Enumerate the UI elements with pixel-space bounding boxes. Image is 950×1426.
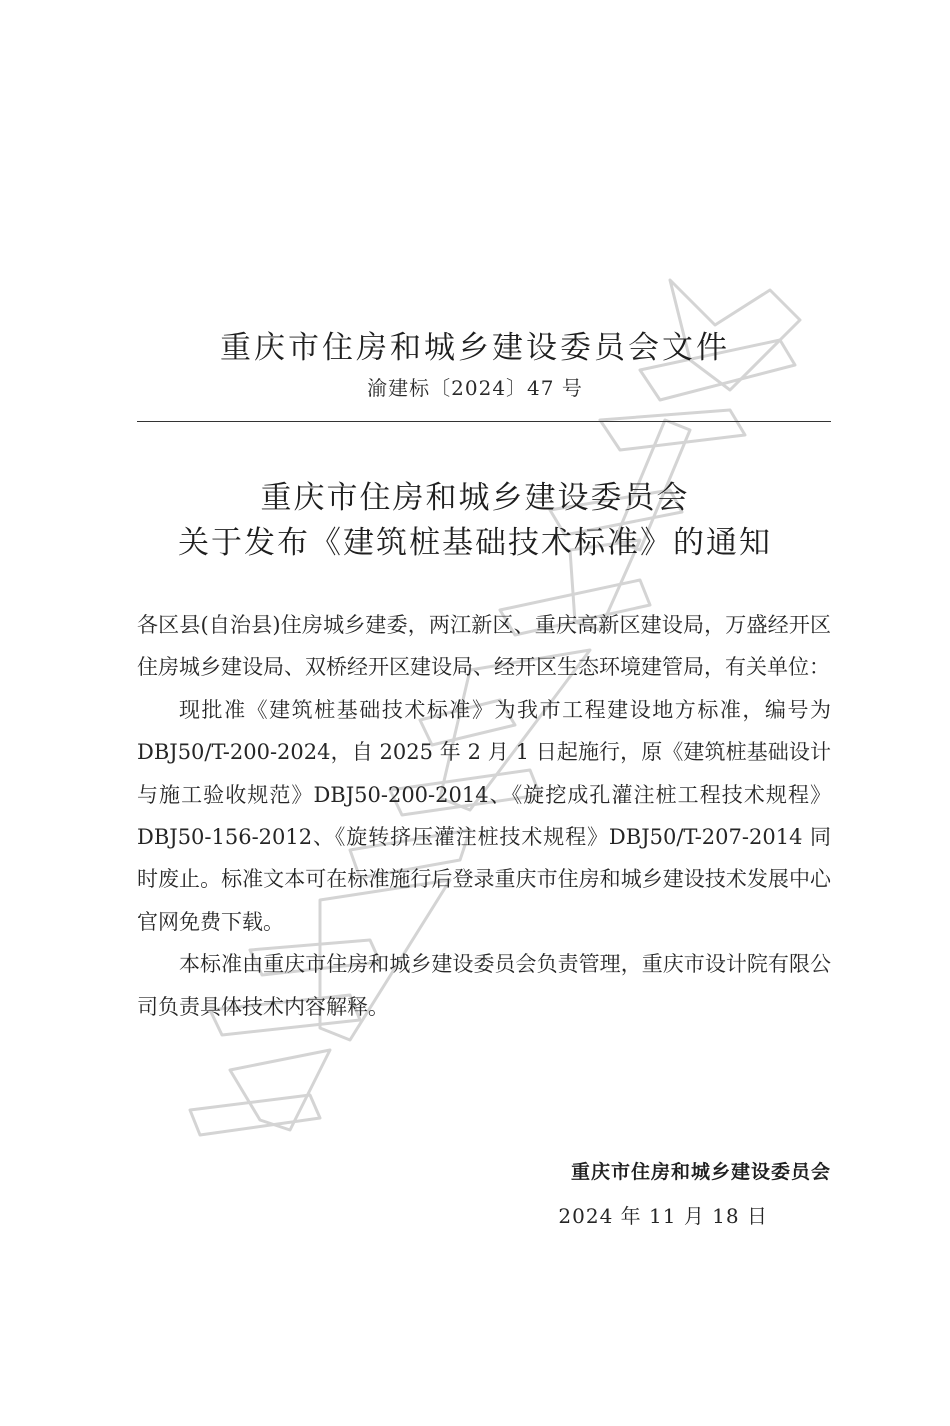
approval-paragraph: 现批准《建筑桩基础技术标准》为我市工程建设地方标准，编号为 DBJ50/T-200-2024，自 2025 年 2 月 1 日起施行，原《建筑桩基础设计与施工验收规范》DBJ50-200-2014、《旋挖成孔灌注桩工程技术规程》DBJ50-156-2012、《旋转挤压灌注桩技术规程》DBJ50/T-207-2014 同时废止。标准文本可在标准施行后登录重庆市住房和城乡建设技术发展中心官网免费下载。 [137, 697, 831, 934]
document-number: 渝建标〔2024〕47 号 [367, 376, 583, 400]
notice-title-line1: 重庆市住房和城乡建设委员会 [260, 480, 690, 516]
notice-body [137, 604, 831, 1028]
header-divider [137, 421, 831, 422]
notice-title-line2: 关于发布《建筑桩基础技术标准》的通知 [178, 525, 772, 561]
recipients-paragraph: 各区县(自治县)住房城乡建委，两江新区、重庆高新区建设局，万盛经开区住房城乡建设局、双桥经开区建设局、经开区生态环境建管局，有关单位： [137, 613, 831, 680]
signature-organization: 重庆市住房和城乡建设委员会 [570, 1161, 831, 1183]
signature-date: 2024 年 11 月 18 日 [558, 1204, 768, 1228]
document-header-title: 重庆市住房和城乡建设委员会文件 [220, 330, 730, 366]
management-paragraph: 本标准由重庆市住房和城乡建设委员会负责管理，重庆市设计院有限公司负责具体技术内容解释。 [137, 952, 831, 1019]
